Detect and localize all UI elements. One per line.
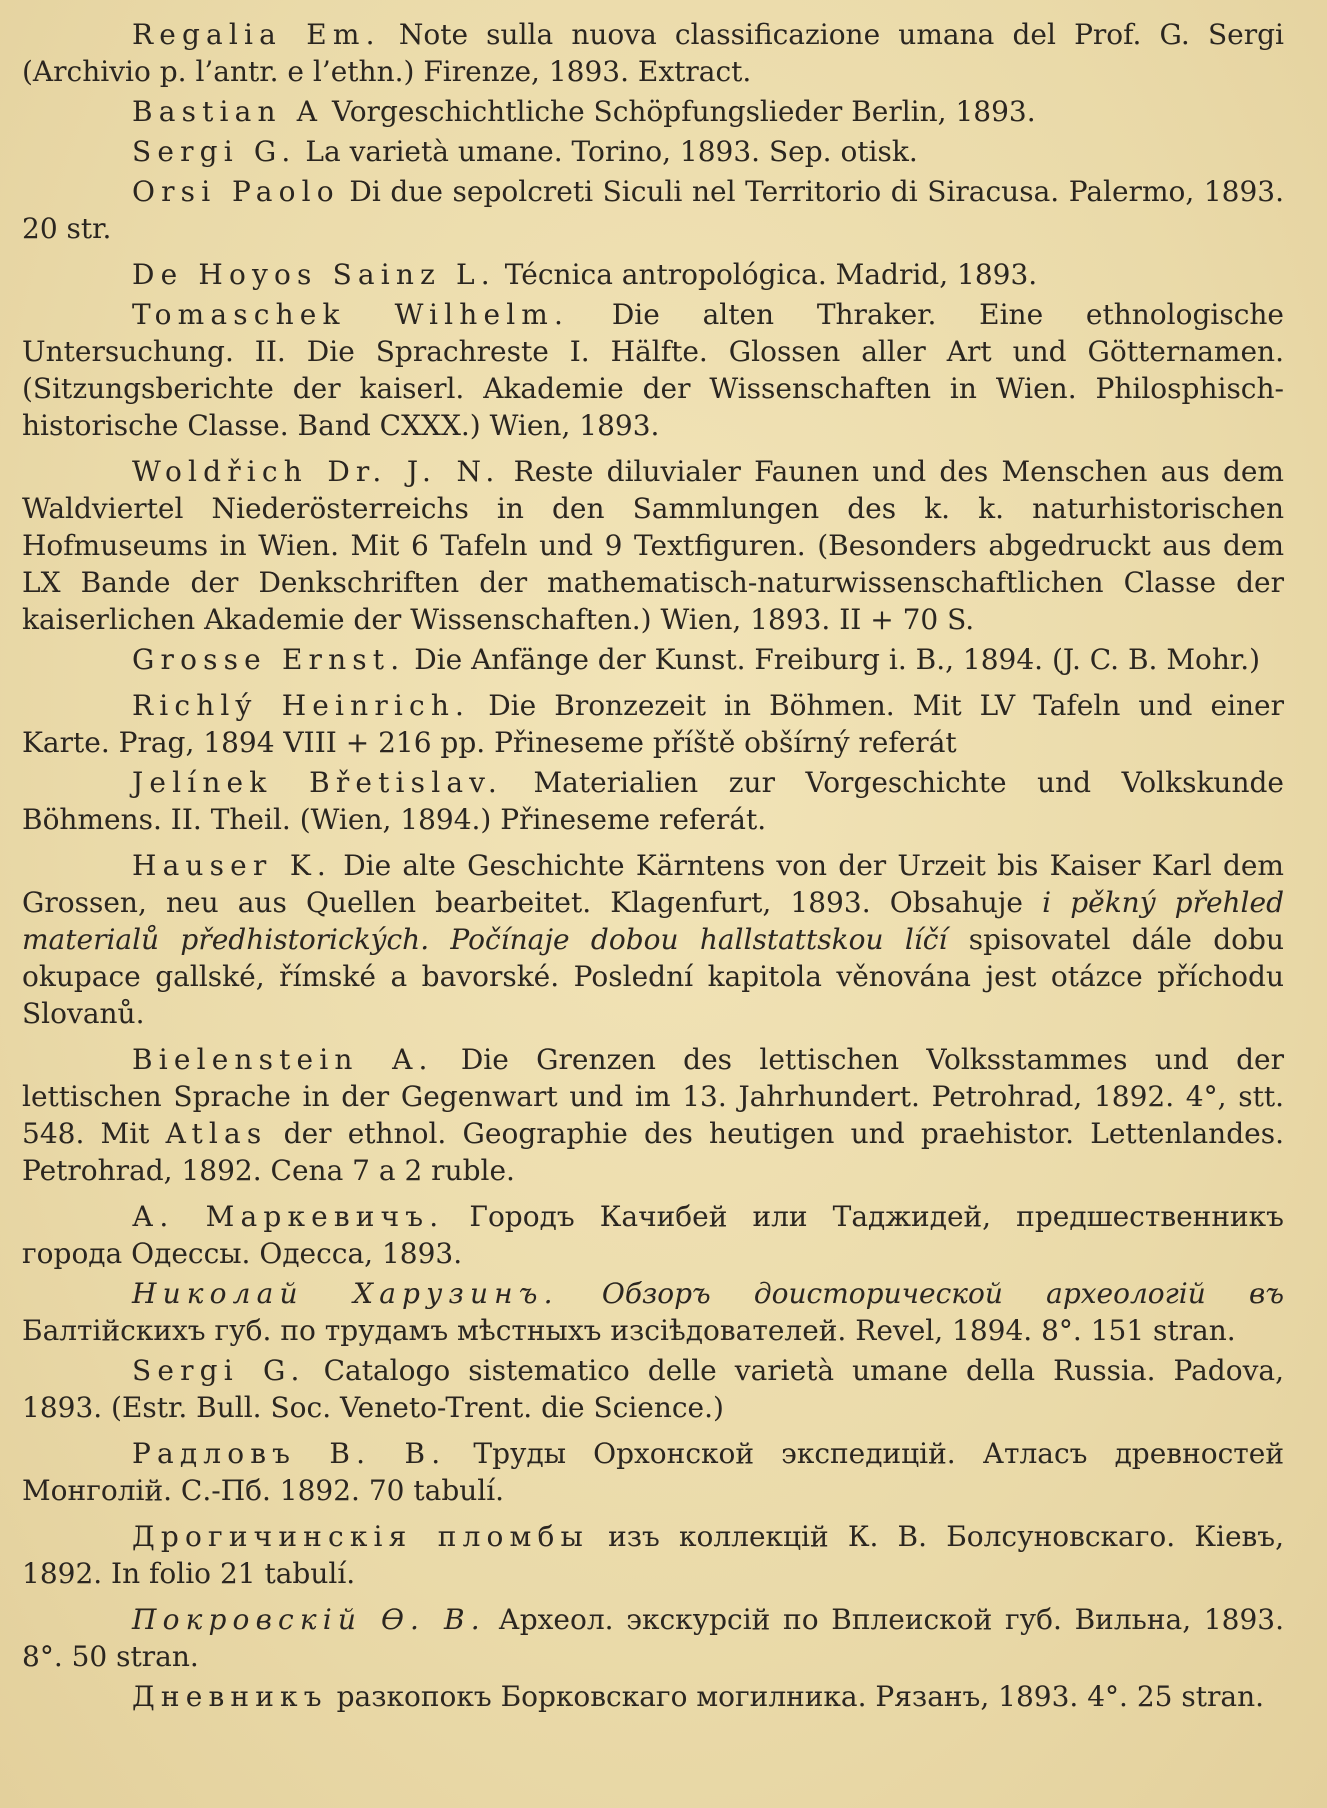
entry-text: Vorgeschichtliche Schöpfungslieder Berlin, 1893.: [332, 95, 1036, 128]
entry-author: De Hoyos Sainz L.: [132, 258, 496, 291]
bib-entry: [22, 1041, 1284, 1189]
entry-text: Materialien zur Vorgeschichte und Volkskunde Böhmens. II. Theil. (Wien, 1894.) Přineseme referát.: [22, 766, 1284, 836]
entry-text: Die alte Geschichte Kärntens von der Urzeit bis Kaiser Karl dem Grossen, neu aus Quellen bearbeitet. Klagenfurt, 1893. Obsahuje: [22, 849, 1284, 919]
bib-entry: [22, 847, 1284, 1032]
entry-text: Балтiйскихъ губ. по трудамъ мѣстныхъ изсiѣдователей. Revel, 1894. 8°. 151 stran.: [22, 1314, 1236, 1347]
bib-entry: [22, 453, 1284, 638]
entry-text-italic: Обзоръ доисторической археологiй въ: [601, 1277, 1284, 1310]
entry-text: Die Grenzen des lettischen Volksstammes und der lettischen Sprache in der Gegenwart und im 13. Jahrhundert. Petrohrad, 1892. 4°, stt. 548. Mit: [22, 1043, 1285, 1150]
entry-text: Reste diluvialer Faunen und des Menschen aus dem Waldviertel Niederösterreichs in den Sammlungen des k. k. naturhistorischen Hofmuseums in Wien. Mit 6 Tafeln und 9 Textfiguren. (Besonders abgedruckt aus dem LX Bande der Denkschriften der mathematisch-naturwissenschaftlichen Classe der kaiserlichen Akademie der Wissenschaften.) Wien, 1893. II + 70 S.: [22, 455, 1284, 636]
entry-text: Catalogo sistematico delle varietà umane della Russia. Padova, 1893. (Estr. Bull. Soc. Veneto-Trent. die Science.): [22, 1354, 1285, 1424]
bib-entry: [22, 1518, 1284, 1592]
bibliography-page: [22, 16, 1284, 1718]
entry-author: Hauser K.: [132, 849, 332, 882]
bib-entry: [22, 296, 1284, 444]
entry-text: Die alten Thraker. Eine ethnologische Untersuchung. II. Die Sprachreste I. Hälfte. Glossen aller Art und Götternamen. (Sitzungsberichte der kaiserl. Akademie der Wissenschaften in Wien. Philosphisch-historische Classe. Band CXXX.) Wien, 1893.: [22, 298, 1284, 442]
entry-author: Richlý Heinrich.: [132, 689, 471, 722]
entry-text: Городъ Качибей или Таджидей, предшественникъ города Одессы. Одесса, 1893.: [22, 1200, 1284, 1270]
bib-entry: [22, 16, 1284, 90]
entry-author: Tomaschek Wilhelm.: [132, 298, 570, 331]
bib-entry: [22, 687, 1284, 761]
entry-text: La varietà umane. Torino, 1893. Sep. otisk.: [305, 135, 918, 168]
bib-entry: [22, 256, 1284, 293]
entry-author: Bastian A: [132, 95, 324, 128]
entry-author: Николай Харузинъ.: [132, 1277, 559, 1310]
entry-text: Note sulla nuova classificazione umana del Prof. G. Sergi (Archivio p. l’antr. e l’ethn.) Firenze, 1893. Extract.: [22, 18, 1284, 88]
bib-entry: [22, 1678, 1284, 1715]
entry-text: разкопокъ Борковскаго могилника. Рязанъ, 1893. 4°. 25 stran.: [336, 1680, 1265, 1713]
entry-text: Археол. экскурсiй по Вплеиской губ. Вильна, 1893. 8°. 50 stran.: [22, 1603, 1284, 1673]
entry-text: Die Bronzezeit in Böhmen. Mit LV Tafeln und einer Karte. Prag, 1894 VIII + 216 pp. Přineseme příště obšírný referát: [22, 689, 1285, 759]
entry-text: Труды Орхонской экспедицiй. Атласъ древностей Монголiй. С.-Пб. 1892. 70 tabulí.: [22, 1437, 1284, 1507]
bib-entry: [22, 1435, 1284, 1509]
entry-spaced-word: Atlas: [165, 1117, 268, 1150]
entry-author: Regalia Em.: [132, 18, 381, 51]
entry-author: Радловъ В. В.: [132, 1437, 447, 1470]
entry-author: Woldřich Dr. J. N.: [132, 455, 501, 488]
entry-author: Bielenstein A.: [132, 1043, 434, 1076]
bib-entry: [22, 1275, 1284, 1349]
entry-author: Sergi G.: [132, 1354, 306, 1387]
entry-author: А. Маркевичъ.: [132, 1200, 445, 1233]
entry-author: Дрогичинскiя пломбы: [132, 1520, 589, 1553]
entry-text: Die Anfänge der Kunst. Freiburg i. B., 1894. (J. C. B. Mohr.): [414, 643, 1261, 676]
entry-text: Di due sepolcreti Siculi nel Territorio di Siracusa. Palermo, 1893. 20 str.: [22, 175, 1284, 245]
entry-author: Jelínek Břetislav.: [132, 766, 503, 799]
entry-author: Дневникъ: [132, 1680, 328, 1713]
bib-entry: [22, 1352, 1284, 1426]
entry-text: Técnica antropológica. Madrid, 1893.: [504, 258, 1038, 291]
entry-author: Orsi Paolo: [132, 175, 340, 208]
bib-entry: [22, 764, 1284, 838]
entry-text-italic: i pěkný přehled materialů předhistorických. Počínaje dobou hallstattskou líčí: [22, 886, 1285, 956]
entry-author: Grosse Ernst.: [132, 643, 406, 676]
bib-entry: [22, 1198, 1284, 1272]
entry-text-continued: der ethnol. Geographie des heutigen und praehistor. Lettenlandes. Petrohrad, 1892. Cena 7 a 2 ruble.: [22, 1117, 1284, 1187]
entry-text-continued: spisovatel dále dobu okupace gallské, římské a bavorské. Poslední kapitola věnována jest otázce příchodu Slovanů.: [22, 923, 1284, 1030]
entry-author: Sergi G.: [132, 135, 297, 168]
entry-text: изъ коллекцiй К. В. Болсуновскаго. Кiевъ, 1892. In folio 21 tabulí.: [22, 1520, 1285, 1590]
entry-author: Покровскiй Ѳ. В.: [132, 1603, 486, 1636]
bib-entry: [22, 173, 1284, 247]
bib-entry: [22, 133, 1284, 170]
bib-entry: [22, 93, 1284, 130]
bib-entry: [22, 641, 1284, 678]
bib-entry: [22, 1601, 1284, 1675]
